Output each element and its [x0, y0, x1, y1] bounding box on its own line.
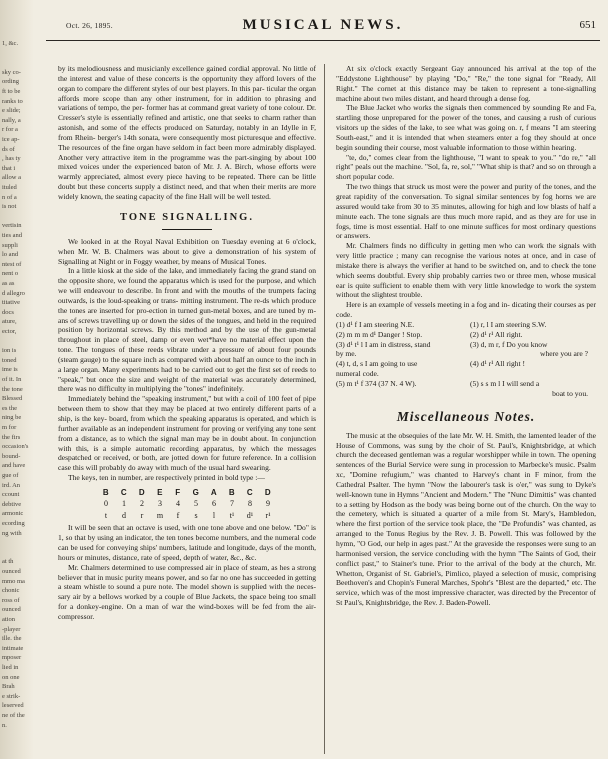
- text-line: It will be seen that an octave is used, with one tone above and: [68, 523, 257, 533]
- gutter-text: Brah: [2, 683, 15, 691]
- gutter-text: armonic: [2, 510, 24, 518]
- text-line: one below. "Do" is 1, so that by using an indicator, the: [58, 523, 316, 543]
- text-line: ten tones become numbers, and the numeral code can be used: [58, 533, 317, 553]
- gutter-text: n of a: [2, 193, 17, 201]
- text-line: sounding Re and Fa, startling those unprepared for the power: [336, 103, 596, 123]
- text-line: seeks to charm rather than astonish, and some of the effects: [58, 113, 316, 133]
- gutter-text: ector,: [2, 328, 17, 335]
- text-line: for conveying ships' numbers, latitude and longitude, days: [95, 543, 274, 553]
- gutter-text: sky co-: [2, 68, 21, 76]
- text-line: o'er," was sung to Dyke's well-known tune in Hymns: [336, 479, 596, 499]
- gutter-text: bound-: [2, 452, 21, 460]
- gutter-text: occasion's: [2, 443, 29, 451]
- text-line: "Re," the tone signal for "Ready, All Right." The cornet: [336, 73, 596, 93]
- gutter-text: ird. An: [2, 481, 21, 489]
- example-left: (5) m t¹ f 374 (37 N. 4 W).: [336, 379, 417, 388]
- article-paragraph-3: [58, 394, 316, 473]
- gutter-text: nent o: [2, 270, 19, 278]
- code-numbers-row: [58, 498, 316, 510]
- text-line: blasts of half a minute each. The tone signals are thus: [336, 201, 597, 221]
- text-line: compare the different styles of our best players. In this par-: [84, 83, 265, 93]
- text-line: purity of the tones, and the great rapidity of the conversation.: [336, 182, 596, 201]
- gutter-text: is not: [2, 203, 17, 211]
- gutter-text: mposer: [2, 654, 22, 662]
- text-line: to get the first set of reeds to "speak," but once the size and: [58, 364, 317, 384]
- text-line: them with very little knowledge to work the system without: [336, 280, 596, 300]
- gutter-text: gue of: [2, 472, 19, 479]
- gutter-text: ft to be: [2, 88, 21, 95]
- text-line: for in addition to phrasing and variations of tempo, the per-: [58, 93, 316, 113]
- text-line: We looked in at the Royal Naval Exhibition on Tuesday: [68, 236, 248, 246]
- gutter-text: e strik-: [2, 692, 21, 700]
- example-left: (4) t, d, s I am going to use: [336, 359, 418, 369]
- text-line: compressor.: [58, 612, 95, 621]
- article-paragraph-6: [58, 563, 316, 622]
- example-right: (2) d¹ r¹ All right.: [470, 329, 523, 339]
- text-line: machine about two miles distant, and heard through a dense: [336, 93, 517, 103]
- text-line: On a man of war the wind-boxes will be fed from the air-: [126, 602, 317, 612]
- gutter-text: chonic: [2, 587, 20, 595]
- text-line: Mr. Whetton, Organist of St. Gabriel's, Pimlico, played a: [336, 558, 596, 578]
- text-line: be well tested.: [227, 191, 271, 201]
- gutter-text: , has ty: [2, 155, 21, 163]
- example-row: [336, 340, 596, 350]
- article-paragraph-8: [336, 103, 596, 152]
- gutter-text: ion is: [2, 347, 17, 355]
- text-line: "Sol, fa, re, sol," "What ship is that? and so on through: [424, 162, 591, 172]
- text-line: Mr. Chalmers determined to use compressed air in place: [68, 562, 240, 572]
- text-line: screws. By this method and by the use of the gun-metal: [131, 325, 316, 335]
- text-line: whistle to sound a pure note. The model shown is supplied: [83, 582, 267, 592]
- code-cell: d¹: [246, 510, 254, 520]
- article-paragraph-11: [336, 241, 596, 300]
- article-paragraph-12: [336, 300, 596, 320]
- example-left: (3) d¹ t¹ l I am in distress, stand: [336, 339, 431, 349]
- text-line: Cresser's style is essentially refined and artistic, one that: [58, 113, 233, 123]
- text-line: "Ancient and Modern." The "Nunc Dimittis" was chanted: [420, 489, 596, 499]
- text-line: the slightest trouble.: [360, 290, 423, 300]
- example-left: by me.: [336, 349, 357, 359]
- gutter-text: ross of: [2, 596, 20, 604]
- example-right: (5) s s m l I will send a: [470, 379, 540, 388]
- text-line: deceased gentleman was a regular worshipper while in town.: [370, 450, 556, 460]
- text-line: to a setting by Hodson as the body was being borne out of the: [336, 499, 526, 509]
- example-row: [336, 359, 596, 369]
- text-line: at this distance may be taken to represent a tone-signalling: [400, 83, 597, 93]
- article-paragraph-7: [336, 64, 596, 103]
- text-line: the signal man may be in doubt about. In conjunction with: [58, 433, 316, 453]
- code-cell: r: [140, 510, 144, 520]
- example-row: [336, 320, 596, 330]
- example-right: (4) d¹ r¹ All right !: [470, 359, 526, 369]
- text-line: item in the programme was the part-singing by about 100: [133, 152, 316, 162]
- example-row: [336, 330, 596, 340]
- text-line: Rev. J. Baden-Powell.: [423, 598, 491, 608]
- gutter-text: Blessed: [2, 395, 23, 403]
- text-line: J. B. Powell. This was followed by the hymn, "O God, our: [336, 529, 597, 548]
- gutter-text: ne of the: [2, 712, 25, 719]
- text-line: apparatus which is used for the purpose, and which we will: [58, 276, 316, 296]
- key-code-table: [58, 487, 316, 522]
- text-line: whose efforts were warmly appreciated, almost every piece: [58, 162, 316, 182]
- text-line: proving or verifying any tone sent from a distance, as to which: [58, 423, 316, 443]
- gutter-text: 1, &c.: [2, 40, 19, 47]
- gutter-text: ording: [2, 78, 19, 86]
- text-line: Blue Jackets, the space being too small for a donkey-engine.: [58, 592, 316, 612]
- code-cell: s: [194, 510, 198, 520]
- vessel-code-examples: [336, 320, 596, 399]
- adjacent-page-edge: [0, 0, 34, 759]
- issue-date: Oct. 26, 1895.: [66, 21, 113, 30]
- text-line: The two things that struck us most were the power and: [346, 182, 513, 192]
- article-paragraph-9: [336, 153, 596, 183]
- text-line: berger's 14th sonata, were consequently most picturesque and: [97, 132, 286, 142]
- text-line: of the month, hours or minutes, distance, rate of speed, depth: [58, 543, 316, 562]
- text-line: of steam, as hes a strong believer that in music purity means: [58, 562, 316, 582]
- article-paragraph-10: [336, 182, 596, 241]
- miscellaneous-notes-heading: Miscellaneous Notes.: [396, 408, 536, 424]
- gutter-text: ties and: [2, 232, 23, 239]
- gutter-text: es the: [2, 404, 17, 412]
- text-line: At six o'clock exactly Sergeant Gay announced his arrival: [346, 64, 537, 73]
- code-letters-row: [58, 487, 316, 499]
- gutter-text: ning be: [2, 414, 22, 422]
- code-cell: D: [138, 487, 146, 497]
- text-line: The keys, ten in number, are respectively printed in bold: [68, 473, 239, 483]
- text-line: endeavour to describe. In front and with the mouths of the: [83, 286, 266, 296]
- text-line: been more admirably displayed. Another very attractive: [58, 142, 316, 162]
- text-line: refugium," was chanted to Harvey's chant in F minor, from: [381, 470, 583, 480]
- text-line: power, and so far no one has succeeded in getting a steam: [58, 572, 317, 592]
- text-line: material effect upon the tone. The tongues of these reeds: [58, 335, 316, 355]
- text-line: do away with much of the usual hard swearing.: [128, 463, 271, 473]
- code-cell: 5: [194, 499, 198, 509]
- text-line: throughout in place of steel, damp or even wet*have no: [58, 335, 238, 345]
- text-line: the tone which seems doubtful. Every ship probably carries: [336, 260, 597, 280]
- gutter-text: that i: [2, 164, 16, 172]
- text-line: type :—: [240, 473, 265, 483]
- text-line: most valuable information to those within hearing.: [423, 142, 577, 152]
- right-column: [336, 64, 596, 608]
- text-line: am steering South-east," and it is intended that when steamers: [336, 123, 597, 142]
- example-row: [336, 389, 596, 399]
- text-line: To signal similar sentences by fog horns we are assured: [336, 191, 596, 211]
- gutter-text: e slide;: [2, 107, 21, 115]
- text-line: lamented leader of the House of Commons, was sung by the: [336, 430, 596, 450]
- gutter-text: r for a: [2, 126, 18, 134]
- example-row: [336, 379, 596, 389]
- gutter-text: ecording: [2, 520, 25, 527]
- gutter-text: suppli: [2, 241, 18, 249]
- text-line: the tongues, and held in the required position by horizontal: [58, 315, 317, 335]
- gutter-text: of it. In: [2, 376, 22, 383]
- text-line: essential. Half to one minute suffices for most ordinary: [393, 221, 566, 231]
- gutter-text: and have: [2, 462, 26, 470]
- example-left: (2) m m m d¹ Danger ! Stop.: [336, 329, 423, 339]
- article-paragraph-4: [58, 473, 316, 483]
- text-line: produced on Saturday, notably in an Idylle in F, from Rhein-: [58, 123, 316, 142]
- left-column: [58, 64, 316, 622]
- tone-signalling-heading: TONE SIGNALLING.: [58, 212, 316, 230]
- code-cell: 2: [140, 499, 144, 509]
- text-line: work the signals with very little practice ; many can recognise: [336, 241, 596, 261]
- example-left: numeral code.: [336, 369, 379, 379]
- text-line: selection of music, comprising Beethoven's and Chopin's: [336, 568, 596, 588]
- code-cell: 8: [248, 499, 252, 509]
- text-line: choir of St. Paul's, Knightsbridge, at which church the: [336, 440, 596, 460]
- gutter-text: -player: [2, 625, 21, 633]
- example-right: where you are ?: [540, 349, 588, 359]
- gutter-text: lo and: [2, 251, 19, 259]
- code-cell: G: [192, 487, 200, 497]
- article-paragraph-5: [58, 523, 316, 562]
- text-line: the messages despatched or received, or both, are jotted down: [58, 443, 317, 463]
- gutter-text: at th: [2, 558, 14, 566]
- gutter-text: ature,: [2, 318, 17, 326]
- text-line: the various notes at once, and in case of mistake there is: [336, 251, 596, 270]
- gutter-text: ice ap-: [2, 136, 20, 143]
- code-cell: f: [176, 510, 180, 520]
- text-line: always the verifier at hand to be switched on, and to check: [386, 260, 570, 270]
- text-line: no difficulty in multiplying the "tones" indefinitely.: [88, 384, 245, 394]
- gutter-text: allow a: [2, 174, 21, 182]
- text-line: a short popular code.: [336, 162, 597, 182]
- text-line: having to be repeated. There can be little doubt but these: [58, 172, 316, 192]
- text-line: give a demonstration of his system of Signalling at Night or: [58, 246, 316, 266]
- gutter-text: titative: [2, 299, 21, 307]
- text-line: former has at command great variety of tone colour. Dr.: [146, 103, 317, 113]
- text-line: quarter of a mile from St. Mary's, Hambledon, where the: [336, 509, 597, 529]
- text-line: concerts is the opportunity they afford lovers of the organ to: [58, 73, 317, 93]
- text-line: mixed voices under the experienced baton of Mr. J. A. Birch,: [58, 162, 254, 172]
- gutter-text: ounced: [2, 568, 21, 575]
- text-line: Immediately behind the "speaking instrument," but with: [68, 394, 239, 404]
- code-cell: l: [212, 510, 216, 520]
- text-line: ticular the organ affords more scope than any other instrument,: [58, 83, 316, 103]
- text-line: speak to you." "do re," "all right" peals out the machine.: [336, 152, 597, 172]
- text-line: this, is a simple automatic recording apparatus, by which: [75, 443, 270, 453]
- text-line: The music at the obsequies of the late Mr. W. H. Smith, the: [346, 430, 527, 440]
- code-cell: 7: [230, 499, 234, 509]
- text-line: sides of the lake, to see what was going on. r, f means "I: [382, 123, 559, 133]
- code-cell: t¹: [229, 510, 235, 520]
- text-line: much more rapid, and as they are for use in fogs, time is most: [336, 211, 596, 231]
- text-line: weight of the material was accurately determined, there was: [58, 374, 316, 394]
- gutter-text: ation: [2, 616, 15, 623]
- text-line: concerts supply a distinct need, and that when their merits are: [107, 182, 299, 192]
- example-left: (1) d¹ f I am steering N.E.: [336, 319, 415, 329]
- text-line: The Blue Jacket who works the signals then commenced by: [346, 103, 531, 113]
- text-line: would take from 30 to 35 minutes, allowing for high and low: [360, 201, 549, 211]
- page-header: [46, 12, 600, 41]
- code-cell: E: [157, 487, 163, 497]
- text-line: the Cathedral Psalter. The hymn "Now the labourer's task is: [336, 470, 596, 489]
- text-line: the hymn "The Saints of God, their conflict past," to: [336, 548, 596, 568]
- code-cell: C: [246, 487, 254, 497]
- example-right: (3) d, m r, f Do you know: [470, 339, 548, 349]
- code-cell: t: [104, 510, 108, 520]
- text-line: In a little kiosk at the side of the lake, and immediately: [68, 266, 237, 276]
- gutter-text: d allegro: [2, 289, 25, 297]
- text-line: of water, &c., &c.: [201, 552, 257, 562]
- text-line: board, from which the speaking apparatus is operated, and: [109, 414, 289, 423]
- text-line: a coil of 100 feet of pipe between them to show that they may: [58, 394, 317, 414]
- code-cell: B: [228, 487, 236, 497]
- text-line: mitting instrument. The re-ds which produce the tones are: [58, 295, 317, 315]
- gutter-text: vertisin: [2, 222, 22, 230]
- gutter-text: ds of: [2, 145, 15, 153]
- text-line: effective. The resources of the fine organ have seldom in fact: [58, 132, 317, 152]
- misc-notes-paragraph: [336, 431, 596, 608]
- text-line: "te, do," comes clear from the lighthouse, "I want to: [346, 152, 510, 162]
- text-line: directed by the Precentor of St Paul's, Knightsbridge, the: [336, 588, 596, 608]
- example-right: boat to you.: [552, 388, 588, 398]
- text-line: The opening sentences of the Burial Service were sung in: [336, 450, 596, 470]
- gutter-text: debtive: [2, 500, 22, 508]
- text-line: Funeral Marches, Spohr's "Blest are the departed," etc.: [416, 578, 583, 588]
- text-line: in Foggy weather, by means of Musical Tones.: [125, 256, 267, 266]
- text-line: with the neces-sary air by a bellows worked by a couple of: [58, 582, 316, 602]
- example-row: [336, 349, 596, 359]
- example-right: (1) r, l I am steering S.W.: [470, 319, 547, 329]
- gutter-text: leserved: [2, 702, 24, 710]
- text-line: Stainer's tune. Prior to the arrival of the body at the church,: [391, 558, 583, 568]
- gutter-text: intimate: [2, 644, 24, 652]
- text-line: which is further available as an independent instrument for: [58, 414, 317, 433]
- gutter-text: ntest of: [2, 260, 22, 268]
- gutter-text: on one: [2, 673, 20, 681]
- gutter-text: lied in: [2, 664, 19, 671]
- text-line: inserted for pro-ection in turned gun-metal boxes, and are: [99, 305, 277, 315]
- code-cell: D: [264, 487, 272, 497]
- text-line: two or three men, whose musical ear is quite sufficient to enable: [336, 270, 597, 290]
- text-line: procession to Marbecke's music. Psalm xc, "Domine: [336, 460, 596, 480]
- text-line: sung to an harmonised version, the service concluding with: [336, 538, 597, 558]
- code-cell: C: [120, 487, 128, 497]
- column-divider: [324, 64, 325, 754]
- organ-concert-paragraph: [58, 64, 316, 202]
- gutter-text: ccount: [2, 491, 20, 499]
- example-right: [470, 369, 596, 379]
- code-cell: m: [156, 510, 164, 520]
- gutter-text: toned: [2, 356, 17, 364]
- text-line: cordial approval. No little of the interest and value of these: [58, 64, 316, 83]
- text-line: at the top of the "Eddystone Lighthouse" by playing "Do,": [336, 64, 596, 83]
- text-line: Mr. Chalmers finds no difficulty in getting men who can: [346, 241, 526, 251]
- text-line: by its melodiousness and musicianly excellence gained: [58, 64, 227, 73]
- text-line: questions or answers.: [336, 221, 597, 241]
- code-cell: r¹: [265, 510, 271, 520]
- text-line: for future reference. In a collision case this will probably: [58, 453, 316, 473]
- gutter-text: nally, a: [2, 116, 21, 124]
- text-line: more widely known, the seating capacity of the fine Hall will: [58, 182, 317, 201]
- article-paragraph-2: [58, 266, 316, 394]
- text-line: enter a fog they should at once begin sounding their course,: [336, 132, 596, 152]
- code-cell: 4: [176, 499, 180, 509]
- text-line: The service, which was of the most impressive character, was: [336, 578, 596, 598]
- gutter-text: ranks to: [2, 97, 23, 105]
- text-line: first portion of the service took place, the "De Profundis": [368, 519, 546, 529]
- gutter-text: ng with: [2, 529, 22, 537]
- text-line: Here is an example of vessels meeting in a fog and in-: [346, 300, 510, 310]
- code-solfa-row: [58, 510, 316, 522]
- code-cell: F: [175, 487, 181, 497]
- gutter-text: docs: [2, 308, 14, 316]
- gutter-text: ounced: [2, 606, 21, 614]
- text-line: inch in a large organ. Many experiments had to be carried out: [58, 354, 316, 374]
- text-line: help in ages past." At the graveside the responses were: [396, 538, 563, 548]
- publication-title: MUSICAL NEWS.: [242, 17, 404, 33]
- text-line: facing the grand stand on the opposite shore, we found the: [58, 266, 317, 286]
- article-paragraph-1: [58, 237, 316, 267]
- text-line: of the tones, and causing a rush of curious visitors up the: [336, 113, 597, 133]
- gutter-text: ille. the: [2, 635, 22, 643]
- code-cell: B: [102, 487, 110, 497]
- gutter-text: ime is: [2, 366, 18, 374]
- text-line: evening at 6 o'clock, when Mr. W. B. Chalmers was about to: [58, 236, 316, 256]
- gutter-text: n.: [2, 721, 7, 729]
- code-cell: 6: [212, 499, 216, 509]
- gutter-text: the firs: [2, 433, 21, 441]
- code-cell: 3: [158, 499, 162, 509]
- gutter-text: the tone: [2, 385, 23, 393]
- text-line: was chanted, as arranged to the Tonus Regius by the Rev.: [336, 519, 597, 539]
- gutter-text: m for: [2, 424, 17, 431]
- code-cell: 1: [122, 499, 126, 509]
- gutter-text: mmo ma: [2, 577, 25, 585]
- code-cell: A: [210, 487, 218, 497]
- text-line: vibrate under a pressure of about four pounds (steam gauge) to: [58, 345, 316, 364]
- example-left: [336, 389, 470, 399]
- text-line: fog.: [518, 93, 531, 103]
- code-cell: 0: [104, 499, 108, 509]
- gutter-text: as as: [2, 280, 15, 287]
- text-line: dicating their courses as per code.: [336, 300, 596, 320]
- code-cell: 9: [266, 499, 270, 509]
- page-number: 651: [579, 19, 596, 31]
- code-cell: d: [122, 510, 126, 520]
- text-line: be placed at two entirely different parts of a ship, is the key-: [58, 404, 316, 423]
- text-line: the square inch as compared with about half an ounce to the: [110, 354, 294, 364]
- gutter-text: ituled: [2, 184, 17, 191]
- text-line: church. On the way to the cemetery, which is situated a: [336, 499, 597, 519]
- example-row: [336, 369, 596, 379]
- text-line: tuned by m-ans of screws travelling up or down the sides of: [58, 305, 316, 325]
- text-line: trumpets facing outwards, is the loud-speaking or trans-: [58, 286, 316, 305]
